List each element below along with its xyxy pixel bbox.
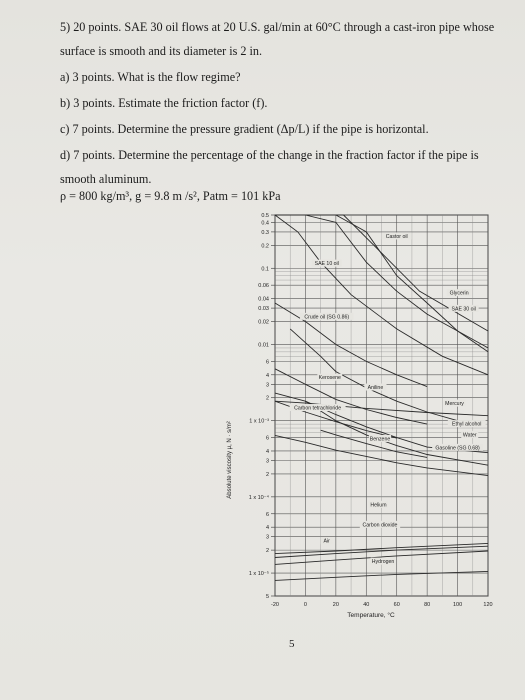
x-tick-label: 120 [483,602,493,608]
y-tick-label: 0.04 [258,296,269,303]
question-c: c) 7 points. Determine the pressure gradient (Δp/L) if the pipe is horizontal. [60,122,429,136]
y-tick-label: 2 [265,548,269,555]
y-tick-label: 5 [265,594,269,600]
curve-label: Glycerin [449,290,469,297]
curve-label: Castor oil [385,233,408,240]
question-d-line2: smooth aluminum. [60,172,152,186]
y-tick-label: 0.3 [261,229,269,236]
x-tick-label: 20 [332,602,339,608]
x-tick-label: 0 [303,602,307,608]
y-tick-label: 0.03 [258,306,269,313]
y-tick-label: 0.06 [258,283,269,290]
x-tick-label: -20 [271,602,279,608]
x-tick-label: 80 [424,602,431,608]
x-tick-label: 40 [363,602,370,608]
curve-benzene [321,430,428,457]
question-d-line1: d) 7 points. Determine the percentage of the change in the fraction factor if the pipe is [60,148,479,162]
y-tick-label: 1 x 10⁻⁴ [248,494,269,501]
curve-label: Ethyl alcohol [451,421,482,428]
x-axis-label: Temperature, °C [347,612,395,619]
x-tick-labels [271,602,493,608]
curve-label: Crude oil (SG 0.86) [304,314,350,321]
curve-label: Mercury [445,401,464,408]
curve-label: Kerosene [318,375,341,382]
curve-label: Helium [370,502,387,509]
curve-label: Hydrogen [371,559,395,566]
problem-statement-line1: 5) 20 points. SAE 30 oil flows at 20 U.S. gal/min at 60°C through a cast-iron pipe whose [60,20,495,34]
curve-label: Carbon dioxide [362,522,398,529]
problem-statement-line2: surface is smooth and its diameter is 2 in. [60,44,263,58]
y-tick-label: 0.01 [258,342,269,349]
y-tick-label: 6 [265,359,269,366]
y-tick-label: 1 x 10⁻³ [249,418,269,425]
y-tick-label: 0.2 [261,243,269,250]
y-tick-label: 2 [265,471,269,478]
y-axis-label: Absolute viscosity μ, N · s/m² [227,421,233,499]
y-tick-label: 6 [265,435,269,442]
question-a: a) 3 points. What is the flow regime? [60,70,241,84]
y-tick-label: 6 [265,511,269,518]
y-tick-label: 3 [265,534,269,541]
page-number: 5 [289,638,295,650]
y-tick-label: 0.02 [258,319,269,326]
curve-label: SAE 10 oil [314,261,339,268]
curve-label: Benzene [369,436,391,443]
curve-label: SAE 30 oil [451,306,476,313]
y-tick-label: 4 [265,372,269,379]
y-tick-label: 3 [265,382,269,389]
given-properties: ρ = 800 kg/m³, g = 9.8 m /s², Patm = 101 kPa [60,189,281,203]
x-tick-label: 100 [452,602,463,608]
curve-label: Gasoline (SG 0.68) [435,445,480,452]
y-tick-labels [249,213,270,600]
curve-label: Aniline [367,385,384,392]
y-tick-label: 1 x 10⁻⁵ [248,571,269,578]
y-tick-label: 0.1 [261,266,269,273]
y-tick-label: 0.4 [261,220,269,227]
y-tick-label: 3 [265,458,269,465]
curve-label: Air [323,538,330,545]
x-tick-label: 60 [393,602,400,608]
question-b: b) 3 points. Estimate the friction factor (f). [60,96,268,110]
y-tick-label: 4 [265,525,269,532]
y-tick-label: 2 [265,395,269,402]
y-tick-label: 0.5 [261,213,269,219]
y-tick-label: 4 [265,448,269,455]
curve-label: Carbon tetrachloride [294,405,342,412]
curve-label: Water [462,432,477,439]
